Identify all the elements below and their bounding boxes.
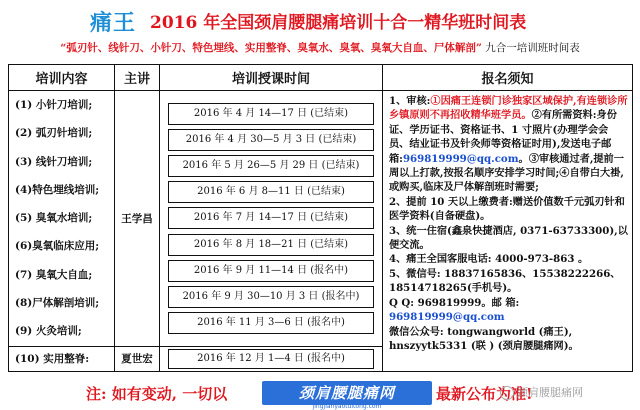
footer-note-right: 最新公布为准! — [436, 385, 533, 403]
subtitle-courses: “弧刃针、线针刀、小针刀、特色埋线、实用整脊、臭氧水、臭氧、臭氧大自血、尸体解剖” — [60, 42, 482, 54]
note-1 — [389, 94, 628, 195]
logo: 痛王 — [90, 10, 137, 36]
header-time: 培训授课时间 — [160, 65, 383, 91]
list-item: (8)尸体解剖培训; — [15, 297, 100, 310]
time-item: 2016 年 12 月 1—4 日 (报名中) — [168, 349, 374, 369]
time-item: 2016 年 7 月 14—17 日 (已结束) — [168, 207, 374, 229]
last-course-cell — [9, 346, 115, 371]
schedule-table — [8, 64, 633, 372]
note-qq — [389, 296, 628, 325]
time-item: 2016 年 4 月 14—17 日 (已结束) — [168, 103, 374, 125]
note-1-email: 969819999@qq.com — [402, 152, 519, 165]
list-item: (3) 线针刀培训; — [15, 155, 93, 168]
note-wechat-2: hnszyytk5331 (联 ) (颈肩腰腿痛网)。 — [389, 339, 579, 352]
watermark — [500, 384, 583, 400]
header — [0, 0, 640, 62]
note-3: 3、统一住宿(鑫泉快捷酒店, 0371-63733300),以便交流。 — [389, 224, 628, 252]
list-item: (6)臭氧临床应用; — [15, 240, 100, 253]
registration-notes — [383, 91, 633, 372]
header-lecturer: 主讲 — [115, 65, 160, 91]
time-item: 2016 年 9 月 11—14 日 (报名中) — [168, 260, 374, 282]
time-list-cell — [160, 91, 383, 347]
footer-logo: 颈肩腰腿痛网 — [262, 381, 432, 405]
header-content: 培训内容 — [9, 65, 115, 91]
note-wechat: 微信公众号: tongwangworld (痛王), — [389, 325, 573, 338]
note-1-rule: ①因痛王连锁门诊独家区域保护,有连锁诊所乡镇原则不再招收精华班学员。 — [389, 95, 628, 122]
note-1-docs: ②有所需资料:身份证、学历证书、资格证书、1 寸照片(办理学会会员、结业证书及针灸师等资格证时用),发送电子邮箱: — [389, 109, 617, 165]
time-item: 2016 年 5 月 26—5 月 29 日 (已结束) — [168, 155, 374, 177]
watermark-icon — [500, 386, 514, 400]
qq-label: Q Q: 969819999。邮 箱: — [389, 296, 520, 309]
lecturer-last: 夏世宏 — [115, 346, 160, 371]
time-item: 2016 年 8 月 18—21 日 (已结束) — [168, 234, 374, 256]
watermark-text: 颈肩腰腿痛网 — [517, 386, 583, 399]
note-1-steps: 。③审核通过者,提前一周以上打款,按报名顺序安排学习时间;④自带白大褂,或购买,临床及尸体解剖班时需要; — [389, 152, 624, 194]
subtitle — [0, 40, 640, 55]
time-item: 2016 年 11 月 3—6 日 (报名中) — [168, 312, 374, 334]
note-1-label: 1、审核: — [389, 95, 431, 107]
time-item: 2016 年 4 月 30—5 月 3 日 (已结束) — [168, 129, 374, 151]
note-2: 2、提前 10 天以上缴费者:赠送价值数千元弧刃针和医学资料(自备硬盘)。 — [389, 195, 625, 223]
time-list — [160, 100, 382, 338]
list-item: (7) 臭氧大自血; — [15, 268, 93, 281]
time-item: 2016 年 6 月 8—11 日 (已结束) — [168, 181, 374, 203]
table-header-row — [9, 65, 633, 91]
list-item: (10) 实用整脊: — [15, 352, 90, 365]
table-row — [9, 91, 633, 347]
note-5: 5、微信号: 18837165836、15538222266、18514718265(手机号)。 — [389, 267, 621, 295]
footer-logo-sub: jingjianyaotuitong.com — [312, 403, 382, 410]
list-item: (4)特色埋线培训; — [15, 183, 100, 196]
subtitle-suffix: 九合一培训班时间表 — [485, 42, 580, 54]
last-time-cell — [160, 346, 383, 371]
course-list-cell — [9, 91, 115, 347]
lecturer-main: 王学昌 — [115, 91, 160, 347]
note-4: 4、痛王全国客服电话: 4000-973-863 。 — [389, 253, 589, 266]
last-time-wrap — [160, 347, 382, 371]
time-item: 2016 年 9 月 30—10 月 3 日 (报名中) — [168, 286, 374, 308]
list-item: (2) 弧刃针培训; — [15, 127, 93, 140]
header-notes: 报名须知 — [383, 65, 633, 91]
list-item: (5) 臭氧水培训; — [15, 212, 93, 225]
list-item: (1) 小针刀培训; — [15, 99, 93, 111]
list-item: (9) 火灸培训; — [15, 325, 82, 338]
qq-email: 969819999@qq.com — [389, 311, 505, 324]
footer-note-left: 注: 如有变动, 一切以 — [86, 385, 228, 403]
page-title: 2016 年全国颈肩腰腿痛培训十合一精华班时间表 — [150, 13, 527, 33]
course-list — [9, 91, 114, 346]
